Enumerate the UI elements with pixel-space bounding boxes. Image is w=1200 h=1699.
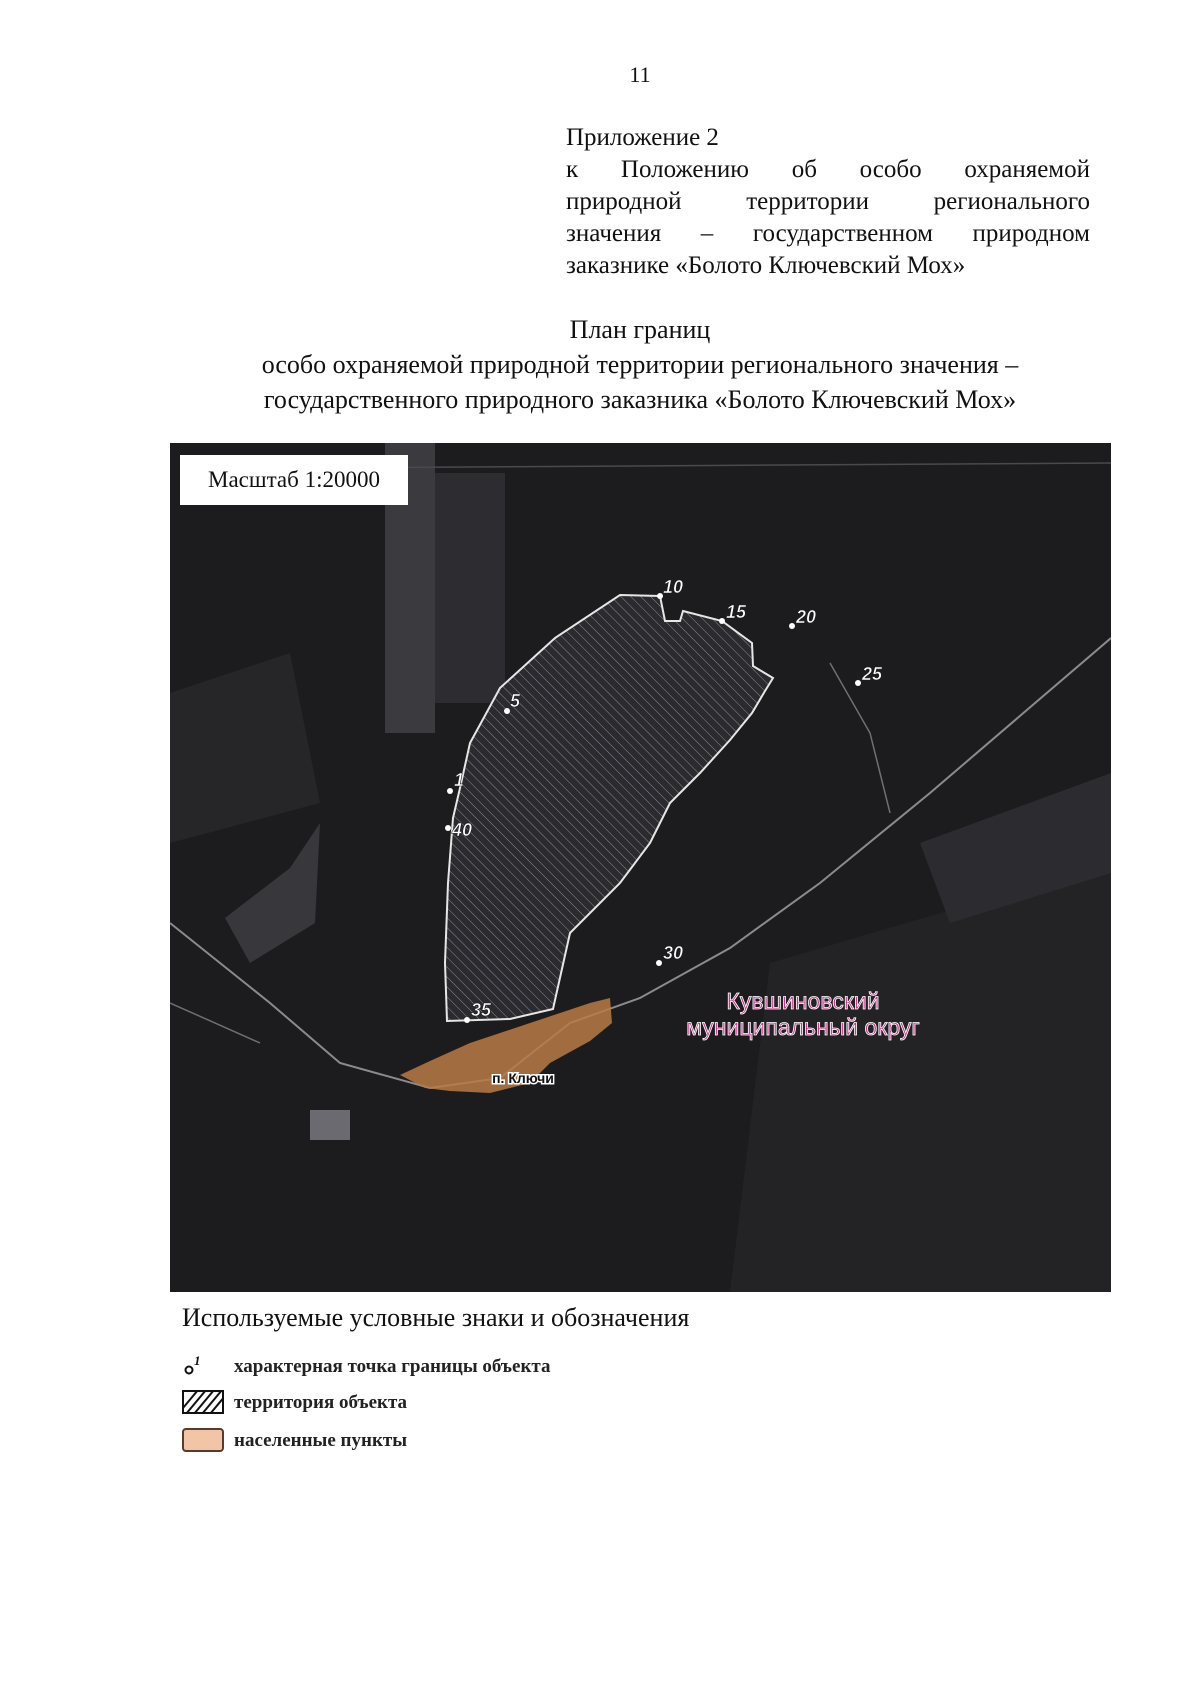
appendix-line: к Положению об особо охраняемой: [566, 156, 1090, 183]
settlement-label: п. Ключи: [492, 1070, 554, 1086]
point-label: 5: [510, 691, 521, 711]
boundary-point-icon: [445, 825, 451, 831]
plan-title: План границ: [569, 315, 711, 344]
legend-title: Используемые условные знаки и обозначения: [182, 1303, 690, 1332]
point-label: 20: [796, 607, 817, 627]
point-label: 30: [663, 943, 684, 963]
boundary-point-icon: [447, 788, 453, 794]
scale-box: Масштаб 1:20000: [180, 455, 408, 505]
point-label: 10: [663, 577, 684, 597]
appendix-label: Приложение 2: [566, 124, 719, 151]
road: [830, 663, 890, 813]
boundary-point-icon: [182, 1354, 224, 1378]
appendix-line: заказнике «Болото Ключевский Мох»: [566, 252, 966, 279]
legend-label: территория объекта: [234, 1392, 408, 1413]
point-label: 25: [862, 664, 883, 684]
plan-subtitle-line: особо охраняемой природной территории регионального значения –: [261, 350, 1019, 379]
map-canvas: [170, 443, 1111, 1292]
point-label: 15: [726, 602, 747, 622]
settlement-swatch-icon: [182, 1428, 224, 1452]
district-label-line: муниципальный округ: [686, 1014, 920, 1040]
page-number: 11: [629, 62, 651, 87]
boundary-point-icon: [855, 680, 861, 686]
boundary-map: [170, 443, 1111, 1292]
plan-subtitle-line: государственного природного заказника «Болото Ключевский Мох»: [263, 385, 1017, 414]
terrain-patch: [225, 823, 320, 963]
terrain-patch: [435, 473, 505, 703]
building: [310, 1110, 350, 1140]
appendix-header: [566, 122, 1090, 282]
point-label: 1: [454, 770, 465, 790]
district-label-line: Кувшиновский: [726, 988, 880, 1014]
terrain-patch: [730, 863, 1111, 1292]
legend-point-number: 1: [194, 1354, 201, 1368]
terrain-patch: [170, 653, 320, 843]
appendix-line: природной территории регионального: [566, 188, 1090, 215]
point-label: 35: [471, 1000, 492, 1020]
road: [170, 1003, 260, 1043]
appendix-line: значения – государственном природном: [566, 220, 1090, 247]
legend-label: населенные пункты: [234, 1430, 408, 1451]
plan-subtitle: [0, 347, 1200, 417]
legend-label: характерная точка границы объекта: [234, 1356, 551, 1377]
boundary-point-icon: [789, 623, 795, 629]
hatch-pattern-icon: [182, 1390, 224, 1414]
point-label: 40: [452, 820, 473, 840]
boundary-point-icon: [719, 618, 725, 624]
boundary-point-icon: [656, 960, 662, 966]
boundary-point-icon: [464, 1017, 470, 1023]
